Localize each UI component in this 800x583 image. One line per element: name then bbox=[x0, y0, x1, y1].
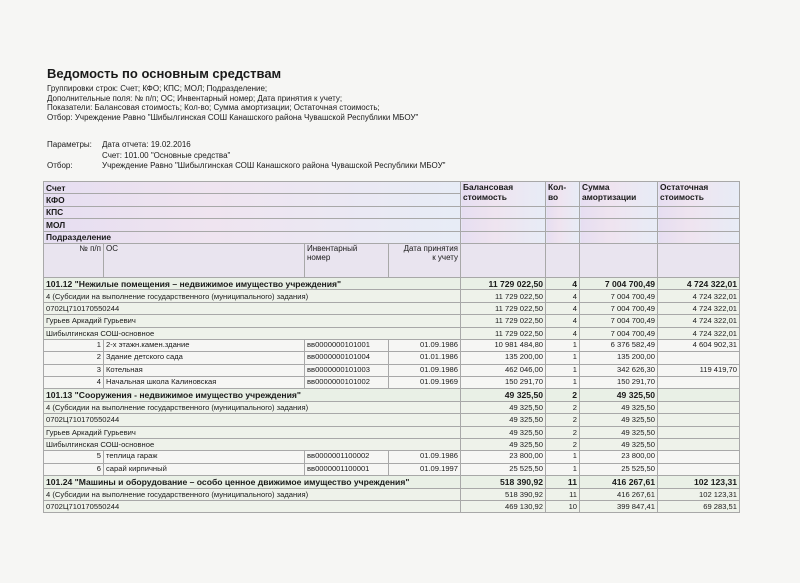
cell-amort: 6 376 582,49 bbox=[580, 339, 658, 351]
cell-amort: 7 004 700,49 bbox=[580, 327, 658, 339]
cell-qty: 4 bbox=[546, 277, 580, 289]
header-date: Дата принятия к учету bbox=[389, 243, 461, 277]
cell-balance: 469 130,92 bbox=[461, 500, 546, 512]
cell-rest bbox=[658, 463, 740, 475]
cell-npp: 5 bbox=[44, 451, 104, 463]
cell-balance: 25 525,50 bbox=[461, 463, 546, 475]
cell-qty: 2 bbox=[546, 414, 580, 426]
asset-row bbox=[44, 364, 740, 376]
header-qty: Кол- во bbox=[546, 182, 580, 207]
header-os: ОС bbox=[104, 243, 305, 277]
group-row bbox=[44, 277, 740, 289]
assets-table bbox=[43, 181, 740, 513]
asset-row bbox=[44, 352, 740, 364]
asset-row bbox=[44, 451, 740, 463]
cell-group-label: 4 (Субсидии на выполнение государственного (муниципального) задания) bbox=[44, 488, 461, 500]
cell-qty: 4 bbox=[546, 327, 580, 339]
group-row bbox=[44, 302, 740, 314]
header-npp: № п/п bbox=[44, 243, 104, 277]
cell-rest bbox=[658, 389, 740, 401]
cell-group-label: Шибылгинская СОШ-основное bbox=[44, 439, 461, 451]
cell-amort: 23 800,00 bbox=[580, 451, 658, 463]
cell-date: 01.09.1986 bbox=[389, 339, 461, 351]
cell-amort: 25 525,50 bbox=[580, 463, 658, 475]
cell-amort: 49 325,50 bbox=[580, 401, 658, 413]
header-podr: Подразделение bbox=[44, 231, 461, 243]
cell-balance: 11 729 022,50 bbox=[461, 290, 546, 302]
header-amort: Сумма амортизации bbox=[580, 182, 658, 207]
cell-rest: 102 123,31 bbox=[658, 476, 740, 488]
header-mol: МОЛ bbox=[44, 219, 461, 231]
filter-line: Отбор: Учреждение Равно "Шибылгинская СОШ Канашского района Чувашской Республики МБОУ" bbox=[47, 112, 419, 122]
cell-amort: 416 267,61 bbox=[580, 488, 658, 500]
cell-group-label: 101.24 "Машины и оборудование – особо ценное движимое имущество учреждения" bbox=[44, 476, 461, 488]
cell-npp: 2 bbox=[44, 352, 104, 364]
cell-qty: 1 bbox=[546, 451, 580, 463]
cell-qty: 2 bbox=[546, 426, 580, 438]
header-inv: Инвентарный номер bbox=[305, 243, 389, 277]
group-row bbox=[44, 439, 740, 451]
cell-group-label: 4 (Субсидии на выполнение государственного (муниципального) задания) bbox=[44, 290, 461, 302]
cell-npp: 4 bbox=[44, 377, 104, 389]
cell-os: сарай кирпичный bbox=[104, 463, 305, 475]
cell-rest: 4 724 322,01 bbox=[658, 277, 740, 289]
cell-qty: 11 bbox=[546, 476, 580, 488]
groupings-line: Группировки строк: Счет; КФО; КПС; МОЛ; Подразделение; bbox=[47, 84, 268, 93]
cell-qty: 1 bbox=[546, 352, 580, 364]
cell-rest bbox=[658, 414, 740, 426]
cell-qty: 4 bbox=[546, 302, 580, 314]
cell-group-label: 101.13 "Сооружения - недвижимое имущество учреждения" bbox=[44, 389, 461, 401]
filter-label: Отбор: bbox=[47, 161, 73, 170]
cell-group-label: Гурьев Аркадий Гурьевич bbox=[44, 315, 461, 327]
cell-balance: 49 325,50 bbox=[461, 401, 546, 413]
cell-npp: 1 bbox=[44, 339, 104, 351]
cell-balance: 11 729 022,50 bbox=[461, 327, 546, 339]
cell-rest: 4 724 322,01 bbox=[658, 327, 740, 339]
cell-date: 01.09.1986 bbox=[389, 451, 461, 463]
cell-qty: 1 bbox=[546, 339, 580, 351]
header-rest: Остаточная стоимость bbox=[658, 182, 740, 207]
cell-rest bbox=[658, 426, 740, 438]
cell-group-label: 4 (Субсидии на выполнение государственного (муниципального) задания) bbox=[44, 401, 461, 413]
cell-npp: 6 bbox=[44, 463, 104, 475]
cell-amort: 342 626,30 bbox=[580, 364, 658, 376]
cell-balance: 49 325,50 bbox=[461, 439, 546, 451]
cell-rest: 4 604 902,31 bbox=[658, 339, 740, 351]
cell-qty: 2 bbox=[546, 439, 580, 451]
cell-inv: вв0000000101003 bbox=[305, 364, 389, 376]
cell-qty: 2 bbox=[546, 389, 580, 401]
cell-os: теплица гараж bbox=[104, 451, 305, 463]
group-row bbox=[44, 315, 740, 327]
cell-qty: 4 bbox=[546, 315, 580, 327]
cell-balance: 49 325,50 bbox=[461, 414, 546, 426]
cell-inv: вв0000001100002 bbox=[305, 451, 389, 463]
group-row bbox=[44, 488, 740, 500]
cell-balance: 462 046,00 bbox=[461, 364, 546, 376]
group-row bbox=[44, 414, 740, 426]
cell-amort: 49 325,50 bbox=[580, 414, 658, 426]
cell-amort: 7 004 700,49 bbox=[580, 302, 658, 314]
asset-row bbox=[44, 463, 740, 475]
cell-amort: 7 004 700,49 bbox=[580, 315, 658, 327]
cell-group-label: 0702Ц710170550244 bbox=[44, 500, 461, 512]
cell-group-label: 0702Ц710170550244 bbox=[44, 414, 461, 426]
cell-rest bbox=[658, 439, 740, 451]
report-filter: Учреждение Равно "Шибылгинская СОШ Канашского района Чувашской Республики МБОУ" bbox=[102, 161, 446, 170]
group-row bbox=[44, 290, 740, 302]
cell-group-label: Шибылгинская СОШ-основное bbox=[44, 327, 461, 339]
cell-rest: 4 724 322,01 bbox=[658, 315, 740, 327]
cell-balance: 11 729 022,50 bbox=[461, 315, 546, 327]
cell-npp: 3 bbox=[44, 364, 104, 376]
cell-rest: 4 724 322,01 bbox=[658, 290, 740, 302]
cell-os: Здание детского сада bbox=[104, 352, 305, 364]
cell-rest: 102 123,31 bbox=[658, 488, 740, 500]
cell-rest: 69 283,51 bbox=[658, 500, 740, 512]
group-row bbox=[44, 476, 740, 488]
cell-amort: 416 267,61 bbox=[580, 476, 658, 488]
cell-date: 01.09.1986 bbox=[389, 364, 461, 376]
cell-group-label: Гурьев Аркадий Гурьевич bbox=[44, 426, 461, 438]
cell-amort: 7 004 700,49 bbox=[580, 290, 658, 302]
cell-rest bbox=[658, 352, 740, 364]
cell-qty: 11 bbox=[546, 488, 580, 500]
cell-qty: 1 bbox=[546, 364, 580, 376]
cell-group-label: 0702Ц710170550244 bbox=[44, 302, 461, 314]
cell-rest: 119 419,70 bbox=[658, 364, 740, 376]
params-label: Параметры: bbox=[47, 140, 92, 149]
cell-amort: 7 004 700,49 bbox=[580, 277, 658, 289]
cell-rest: 4 724 322,01 bbox=[658, 302, 740, 314]
report-account: Счет: 101.00 "Основные средства" bbox=[102, 150, 231, 160]
cell-balance: 23 800,00 bbox=[461, 451, 546, 463]
cell-balance: 11 729 022,50 bbox=[461, 277, 546, 289]
indicators-line: Показатели: Балансовая стоимость; Кол-во; Сумма амортизации; Остаточная стоимость; bbox=[47, 103, 380, 113]
cell-date: 01.09.1997 bbox=[389, 463, 461, 475]
cell-balance: 49 325,50 bbox=[461, 389, 546, 401]
cell-date: 01.09.1969 bbox=[389, 377, 461, 389]
header-schet: Счет bbox=[44, 182, 461, 194]
header-balance: Балансовая стоимость bbox=[461, 182, 546, 207]
cell-qty: 1 bbox=[546, 377, 580, 389]
report-date: Дата отчета: 19.02.2016 bbox=[102, 140, 191, 149]
group-row bbox=[44, 327, 740, 339]
cell-balance: 150 291,70 bbox=[461, 377, 546, 389]
cell-inv: вв0000001100001 bbox=[305, 463, 389, 475]
cell-amort: 49 325,50 bbox=[580, 439, 658, 451]
group-row bbox=[44, 500, 740, 512]
report-settings bbox=[47, 84, 418, 122]
cell-rest bbox=[658, 401, 740, 413]
asset-row bbox=[44, 339, 740, 351]
cell-os: Котельная bbox=[104, 364, 305, 376]
cell-balance: 518 390,92 bbox=[461, 488, 546, 500]
cell-os: Начальная школа Калиновская bbox=[104, 377, 305, 389]
cell-date: 01.01.1986 bbox=[389, 352, 461, 364]
cell-balance: 10 981 484,80 bbox=[461, 339, 546, 351]
extra-fields-line: Дополнительные поля: № п/п; ОС; Инвентарный номер; Дата принятия к учету; bbox=[47, 93, 343, 103]
cell-amort: 399 847,41 bbox=[580, 500, 658, 512]
cell-amort: 150 291,70 bbox=[580, 377, 658, 389]
cell-rest bbox=[658, 451, 740, 463]
cell-balance: 518 390,92 bbox=[461, 476, 546, 488]
group-row bbox=[44, 389, 740, 401]
cell-rest bbox=[658, 377, 740, 389]
cell-amort: 49 325,50 bbox=[580, 389, 658, 401]
cell-balance: 11 729 022,50 bbox=[461, 302, 546, 314]
cell-balance: 49 325,50 bbox=[461, 426, 546, 438]
cell-inv: вв0000000101002 bbox=[305, 377, 389, 389]
cell-balance: 135 200,00 bbox=[461, 352, 546, 364]
cell-qty: 1 bbox=[546, 463, 580, 475]
cell-qty: 4 bbox=[546, 290, 580, 302]
cell-inv: вв0000000101004 bbox=[305, 352, 389, 364]
header-kps: КПС bbox=[44, 206, 461, 218]
cell-amort: 49 325,50 bbox=[580, 426, 658, 438]
cell-amort: 135 200,00 bbox=[580, 352, 658, 364]
cell-inv: вв0000000101001 bbox=[305, 339, 389, 351]
cell-os: 2-х этажн.камен.здание bbox=[104, 339, 305, 351]
cell-group-label: 101.12 "Нежилые помещения – недвижимое имущество учреждения" bbox=[44, 277, 461, 289]
cell-qty: 2 bbox=[546, 401, 580, 413]
cell-qty: 10 bbox=[546, 500, 580, 512]
report-title: Ведомость по основным средствам bbox=[47, 66, 282, 81]
header-kfo: КФО bbox=[44, 194, 461, 206]
asset-row bbox=[44, 377, 740, 389]
group-row bbox=[44, 401, 740, 413]
group-row bbox=[44, 426, 740, 438]
